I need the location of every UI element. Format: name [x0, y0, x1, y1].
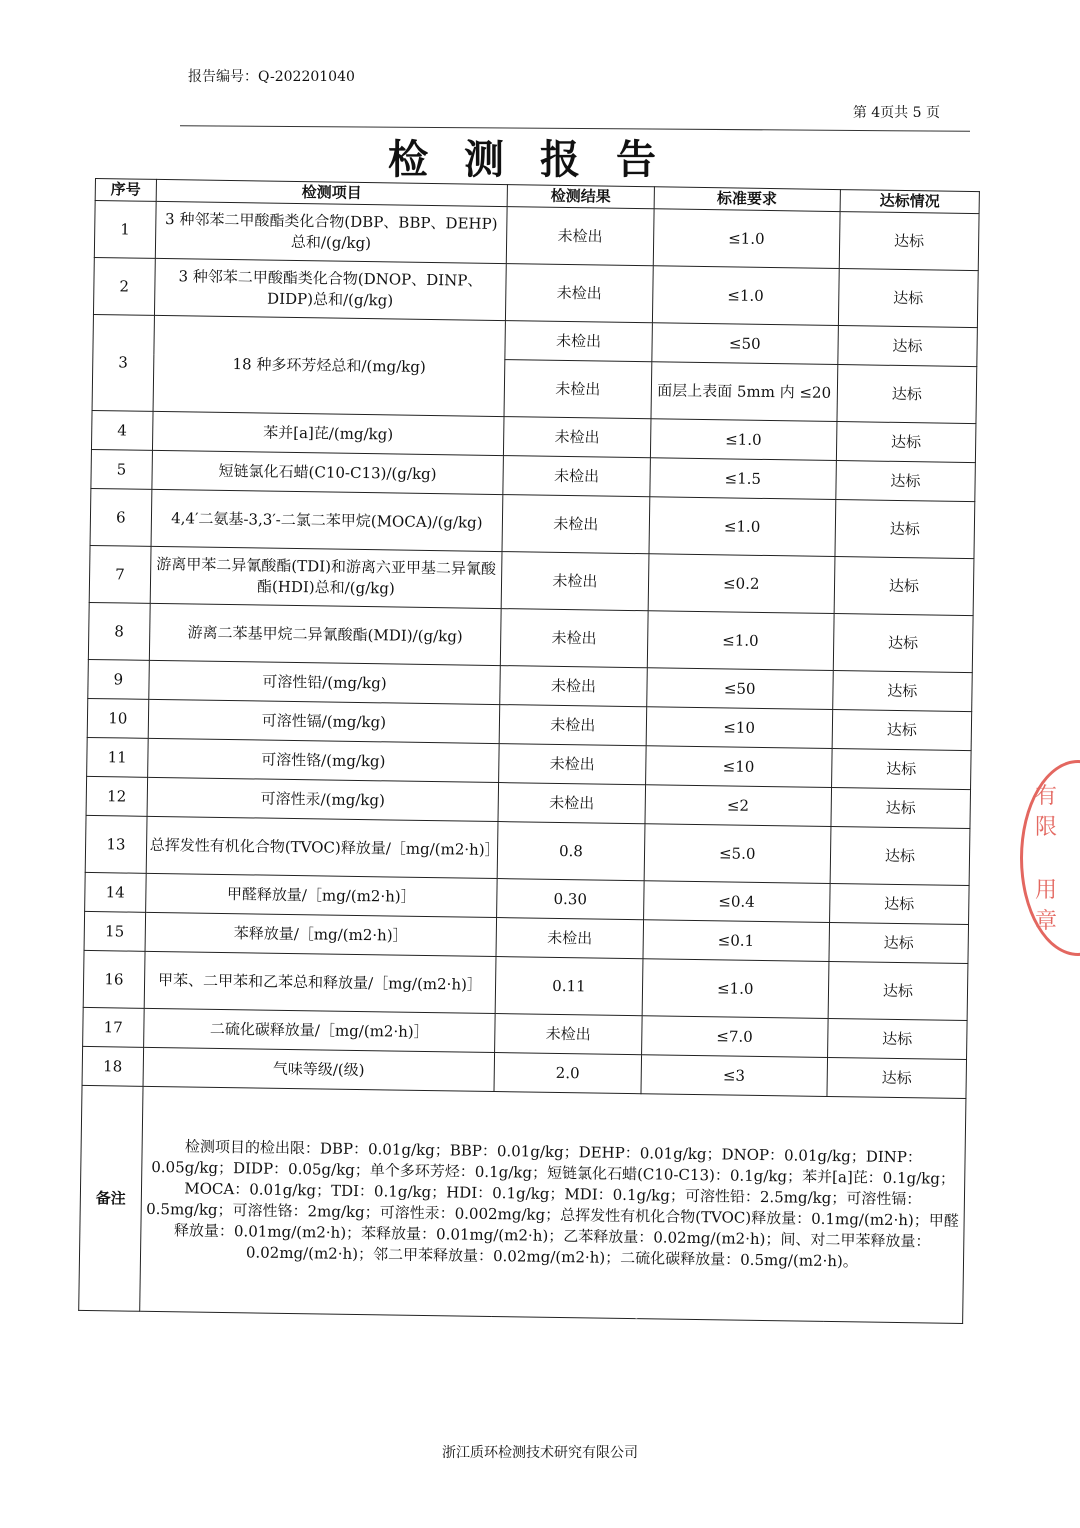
row-standard: ≤0.2 [648, 554, 835, 614]
row-standard: ≤1.0 [649, 497, 836, 557]
row-result: 未检出 [500, 609, 647, 668]
row-item: 可溶性汞/(mg/kg) [147, 777, 499, 821]
col-header-result: 检测结果 [507, 185, 654, 209]
row-status: 达标 [836, 461, 976, 502]
row-standard: ≤5.0 [644, 824, 831, 884]
row-status: 达标 [828, 961, 968, 1020]
row-result: 未检出 [505, 321, 652, 362]
row-result: 2.0 [494, 1053, 641, 1094]
row-item: 二硫化碳释放量/［mg/(m2·h)］ [143, 1008, 495, 1052]
row-status: 达标 [827, 1057, 967, 1098]
row-result: 未检出 [499, 744, 646, 785]
row-item: 3 种邻苯二甲酸酯类化合物(DNOP、DINP、DIDP)总和/(g/kg) [154, 258, 506, 320]
row-number: 13 [85, 815, 147, 873]
row-result: 未检出 [504, 417, 651, 458]
row-number: 14 [85, 872, 146, 912]
row-status: 达标 [830, 826, 970, 885]
row-standard: ≤50 [646, 668, 833, 710]
row-item: 可溶性铅/(mg/kg) [148, 660, 500, 704]
row-standard: ≤3 [641, 1055, 828, 1097]
company-seal [1020, 760, 1080, 956]
seal-text: 有限 [1035, 784, 1058, 840]
row-number: 12 [86, 776, 147, 816]
row-number: 7 [89, 545, 151, 603]
row-status: 达标 [832, 709, 972, 750]
row-result: 0.11 [495, 957, 642, 1016]
row-standard: ≤7.0 [641, 1016, 828, 1058]
row-status: 达标 [831, 748, 971, 789]
row-standard: 面层上表面 5mm 内 ≤20 [651, 362, 838, 422]
row-status: 达标 [834, 557, 974, 616]
row-number: 6 [90, 488, 152, 546]
row-result: 未检出 [502, 495, 649, 554]
row-result: 未检出 [503, 456, 650, 497]
row-status: 达标 [838, 326, 978, 367]
col-header-item: 检测项目 [156, 179, 508, 206]
row-item: 4,4′二氨基-3,3′-二氯二苯甲烷(MOCA)/(g/kg) [151, 489, 503, 551]
seal-text-2: 用章 [1035, 878, 1058, 934]
row-result: 未检出 [495, 1014, 642, 1055]
row-number: 11 [87, 737, 148, 777]
row-item: 苯并[a]芘/(mg/kg) [152, 411, 504, 455]
row-status: 达标 [829, 922, 969, 963]
row-status: 达标 [835, 500, 975, 559]
notes-label: 备注 [79, 1085, 143, 1311]
row-standard: ≤1.0 [652, 266, 839, 326]
row-status: 达标 [839, 212, 979, 271]
notes-row [79, 1085, 966, 1323]
row-result: 0.30 [497, 879, 644, 920]
row-status: 达标 [831, 787, 971, 828]
row-number: 3 [92, 314, 154, 411]
row-result: 0.8 [497, 822, 644, 881]
row-item: 可溶性镉/(mg/kg) [148, 699, 500, 743]
row-number: 8 [88, 602, 150, 660]
row-number: 10 [87, 698, 148, 738]
report-number: 报告编号：Q-202201040 [188, 69, 355, 85]
footer-company: 浙江质环检测技术研究有限公司 [442, 1445, 638, 1461]
row-item: 游离甲苯二异氰酸酯(TDI)和游离六亚甲基二异氰酸酯(HDI)总和/(g/kg) [150, 546, 502, 608]
page-number: 第 4页共 5 页 [852, 105, 940, 121]
row-item: 气味等级/(级) [143, 1047, 495, 1091]
row-standard: ≤10 [646, 707, 833, 749]
row-result: 未检出 [499, 705, 646, 746]
row-number: 4 [91, 410, 152, 450]
row-result: 未检出 [501, 552, 648, 611]
row-standard: ≤1.5 [649, 458, 836, 500]
results-table-container [78, 178, 980, 1324]
row-item: 18 种多环芳烃总和/(mg/kg) [153, 315, 506, 416]
results-table [78, 178, 980, 1324]
row-number: 18 [82, 1046, 143, 1086]
row-status: 达标 [837, 365, 977, 424]
row-result: 未检出 [496, 918, 643, 959]
row-item: 苯释放量/［mg/(m2·h)］ [145, 912, 497, 956]
row-standard: ≤2 [645, 785, 832, 827]
row-status: 达标 [838, 269, 978, 328]
row-item: 总挥发性有机化合物(TVOC)释放量/［mg/(m2·h)］ [146, 816, 498, 878]
row-item: 甲苯、二甲苯和乙苯总和释放量/［mg/(m2·h)］ [144, 951, 496, 1013]
row-status: 达标 [833, 671, 973, 712]
row-number: 15 [84, 911, 145, 951]
row-number: 9 [88, 659, 149, 699]
col-header-no: 序号 [95, 179, 156, 202]
row-standard: ≤0.4 [643, 881, 830, 923]
notes-text: 检测项目的检出限：DBP：0.01g/kg；BBP：0.01g/kg；DEHP：0.01g/kg；DNOP：0.01g/kg；DINP：0.05g/kg；DIDP：0.05g/kg；单个多环芳烃：0.1g/kg；短链氯化石蜡(C10-C13)：0.1g/kg；苯并[a]芘：0.1g/kg；MOCA：0.01g/kg；TDI：0.1g/kg；HDI：0.1g/kg；MDI：0.1g/kg；可溶性铅：2.5mg/kg；可溶性镉：0.5mg/kg；可溶性铬：2mg/kg；可溶性汞：0.002mg/kg；总挥发性有机化合物(TVOC)释放量：0.1mg/(m2·h)；甲醛释放量：0.01mg/(m2·h)；苯释放量：0.01mg/(m2·h)；乙苯释放量：0.02mg/(m2·h)；间、对二甲苯释放量：0.02mg/(m2·h)；邻二甲苯释放量：0.02mg/(m2·h)；二硫化碳释放量：0.5mg/(m2·h)。 [139, 1086, 966, 1323]
row-result: 未检出 [506, 264, 653, 323]
row-number: 16 [83, 950, 145, 1008]
row-item: 甲醛释放量/［mg/(m2·h)］ [145, 873, 497, 917]
row-item: 3 种邻苯二甲酸酯类化合物(DBP、BBP、DEHP)总和/(g/kg) [155, 201, 507, 263]
row-status: 达标 [827, 1018, 967, 1059]
row-standard: ≤0.1 [643, 920, 830, 962]
row-number: 2 [93, 257, 155, 315]
row-item: 游离二苯基甲烷二异氰酸酯(MDI)/(g/kg) [149, 603, 501, 665]
col-header-status: 达标情况 [840, 190, 979, 214]
row-standard: ≤10 [645, 746, 832, 788]
row-status: 达标 [836, 422, 976, 463]
row-number: 1 [94, 201, 156, 259]
row-standard: ≤1.0 [653, 209, 840, 269]
row-standard: ≤1.0 [650, 419, 837, 461]
row-standard: ≤50 [651, 323, 838, 365]
row-result: 未检出 [504, 360, 651, 419]
row-status: 达标 [829, 883, 969, 924]
report-title: 检测报告 [388, 137, 692, 183]
row-result: 未检出 [500, 666, 647, 707]
row-item: 短链氯化石蜡(C10-C13)/(g/kg) [152, 450, 504, 494]
row-item: 可溶性铬/(mg/kg) [147, 738, 499, 782]
row-standard: ≤1.0 [647, 611, 834, 671]
row-number: 5 [91, 449, 152, 489]
row-number: 17 [83, 1007, 144, 1047]
row-result: 未检出 [498, 783, 645, 824]
col-header-standard: 标准要求 [654, 187, 841, 212]
row-status: 达标 [833, 614, 973, 673]
row-result: 未检出 [506, 207, 653, 266]
table-body [82, 201, 979, 1099]
row-standard: ≤1.0 [642, 959, 829, 1019]
